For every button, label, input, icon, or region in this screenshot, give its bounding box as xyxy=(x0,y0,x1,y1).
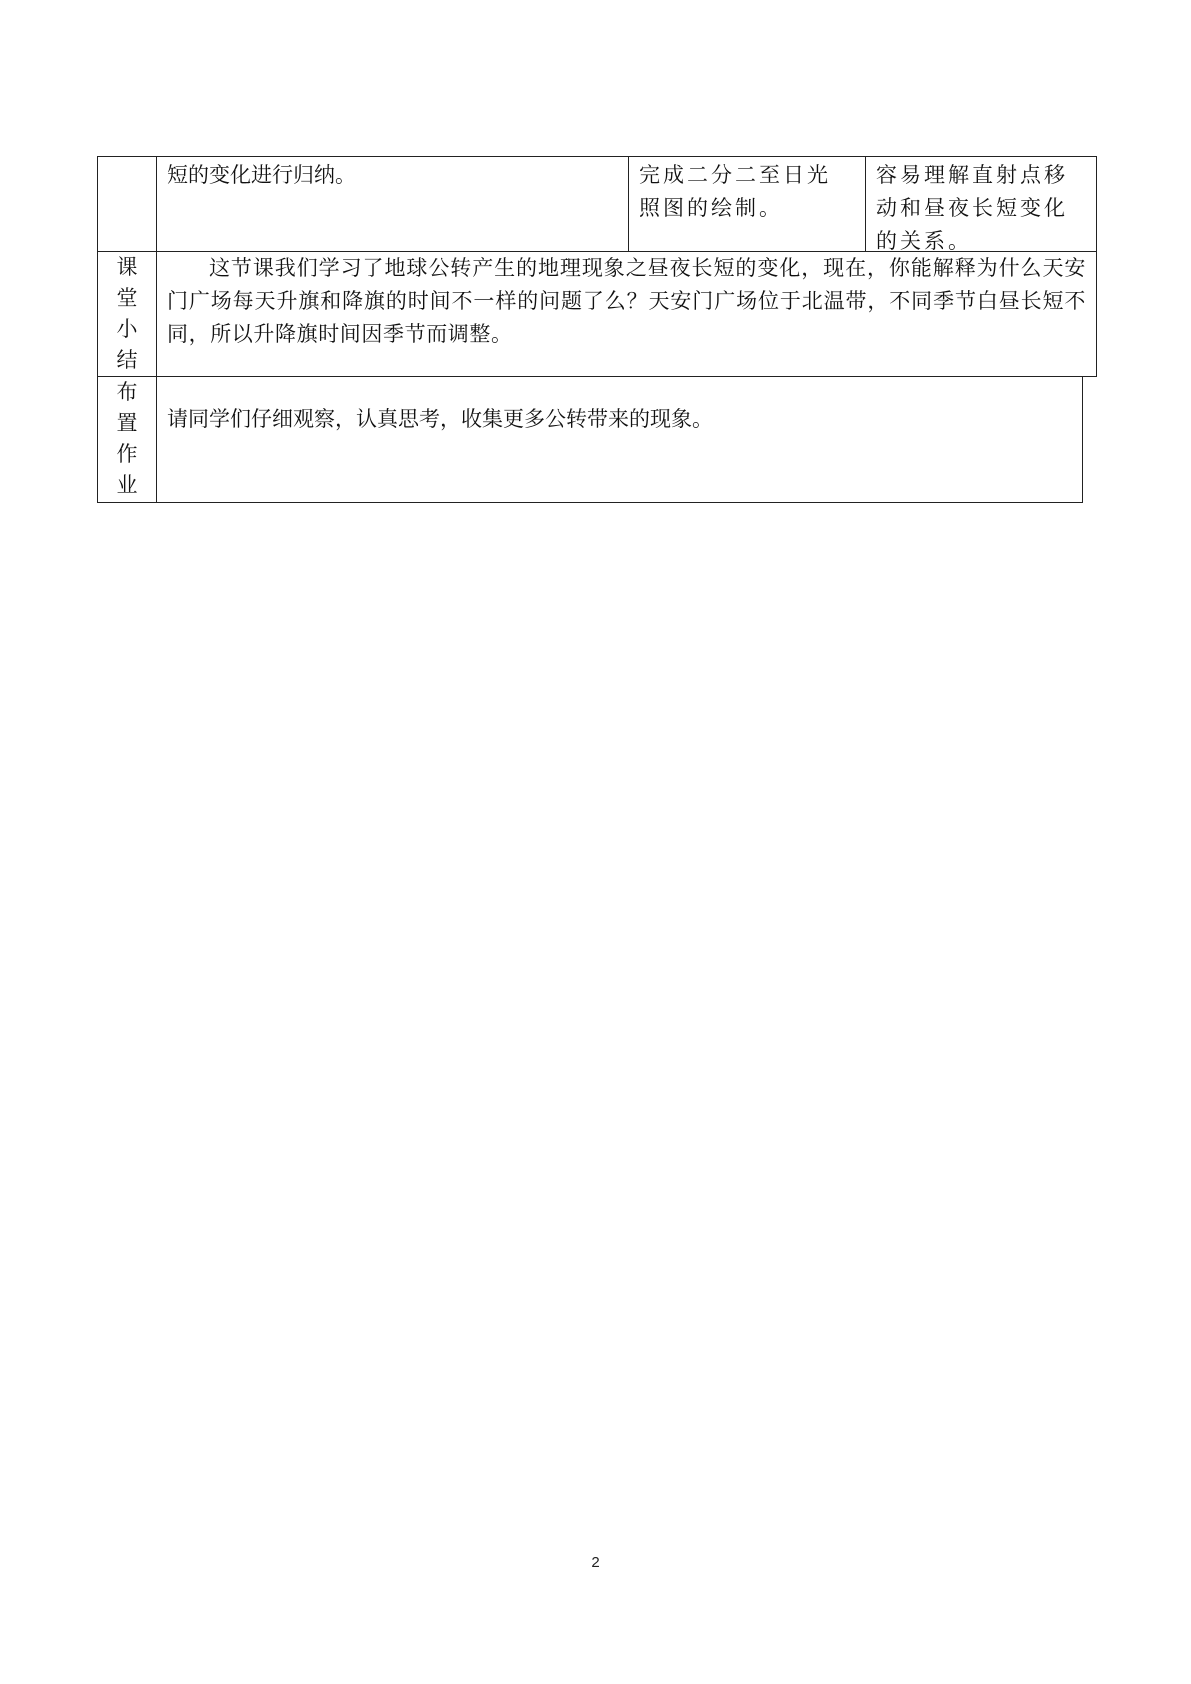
table-cell-empty xyxy=(97,156,157,252)
summary-label-char: 堂 xyxy=(116,286,138,310)
homework-text: 请同学们仔细观察，认真思考，收集更多公转带来的现象。 xyxy=(167,407,713,431)
homework-label-char: 置 xyxy=(116,411,138,435)
summary-cell xyxy=(156,251,1097,377)
summary-label-char: 课 xyxy=(116,255,138,279)
summary-label-char: 小 xyxy=(116,317,138,341)
homework-label-char: 作 xyxy=(116,442,138,466)
student-activity-line-1: 完成二分二至日光 xyxy=(639,163,831,187)
table-cell-design-intent xyxy=(865,156,1097,252)
design-intent-line-1: 容易理解直射点移 xyxy=(876,163,1068,187)
summary-text: 这节课我们学习了地球公转产生的地理现象之昼夜长短的变化，现在，你能解释为什么天安门广场每天升旗和降旗的时间不一样的问题了么？天安门广场位于北温带，不同季节白昼长短不同，所以升降旗时间因季节而调整。 xyxy=(167,256,1086,346)
homework-cell xyxy=(156,376,1083,503)
homework-label-char: 布 xyxy=(116,380,138,404)
design-intent-line-2: 动和昼夜长短变化 xyxy=(876,196,1068,220)
design-intent-line-3: 的关系。 xyxy=(876,229,972,253)
summary-label-char: 结 xyxy=(116,348,138,372)
process-text: 短的变化进行归纳。 xyxy=(167,163,356,187)
homework-label-char: 业 xyxy=(116,473,138,497)
summary-label xyxy=(97,251,157,377)
table-cell-process-text xyxy=(156,156,629,252)
page-number: 2 xyxy=(591,1554,600,1571)
table-cell-student-activity xyxy=(628,156,866,252)
student-activity-line-2: 照图的绘制。 xyxy=(639,196,783,220)
homework-label xyxy=(97,376,157,503)
